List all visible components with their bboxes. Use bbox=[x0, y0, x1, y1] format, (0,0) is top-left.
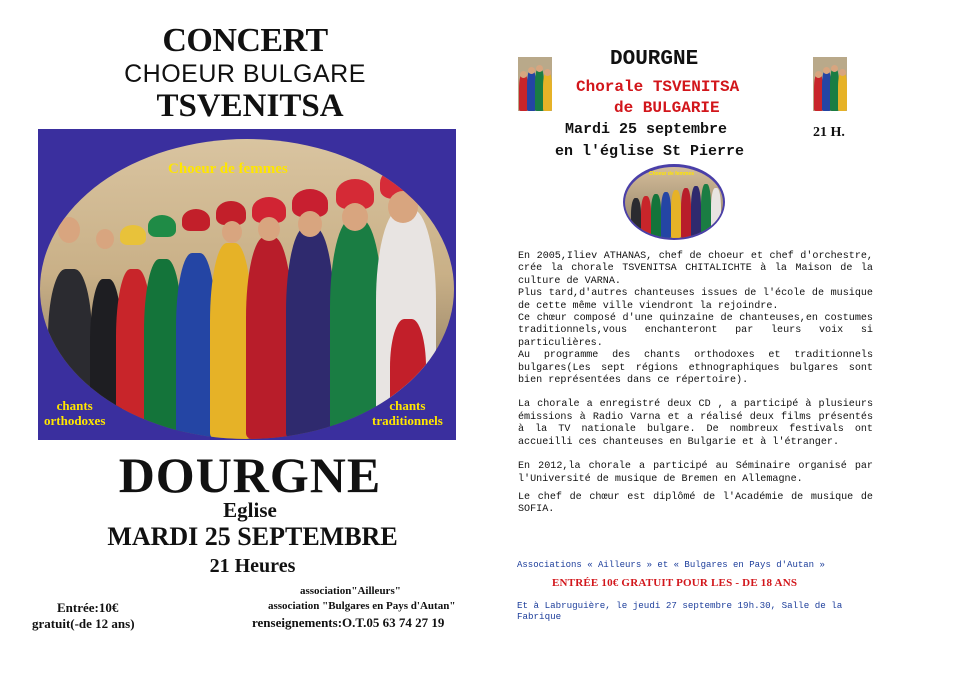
choir-photo bbox=[38, 129, 456, 440]
concert-heading: CONCERT bbox=[162, 22, 328, 59]
paragraph: Ce chœur composé d'une quinzaine de chanteuses,en costumes traditionnels,vous enchanteront par leurs voix si particulières. bbox=[518, 313, 873, 349]
choeur-bulgare-heading: CHOEUR BULGARE bbox=[124, 60, 366, 88]
paragraph: Le chef de chœur est diplômé de l'Académie de musique de SOFIA. bbox=[518, 491, 873, 516]
choir-small-photo bbox=[623, 164, 725, 240]
chorale-country: de BULGARIE bbox=[614, 99, 720, 117]
eglise-text: Eglise bbox=[223, 498, 277, 522]
small-photo-label: Choeur de femmes bbox=[649, 171, 695, 177]
tsvenitsa-heading: TSVENITSA bbox=[156, 88, 344, 124]
free-entry-note: gratuit(-de 12 ans) bbox=[32, 616, 135, 631]
left-poster bbox=[0, 0, 480, 678]
entry-price: Entrée:10€ bbox=[57, 600, 119, 615]
right-concert-time: 21 H. bbox=[813, 125, 845, 140]
paragraph: La chorale a enregistré deux CD , a participé à plusieurs émissions à Radio Varna et a réalisé deux films présentés à la TV nationale bulgare. De nombreux festivals ont accueilli ces chanteuses en Bulgarie et à l'étranger. bbox=[518, 399, 873, 448]
paragraph: Au programme des chants orthodoxes et traditionnels bulgares(Les sept régions ethnographiques bulgares sont bien représentées dans ce répertoire). bbox=[518, 350, 873, 387]
association-ailleurs: association"Ailleurs" bbox=[300, 585, 401, 597]
info-phone: renseignements:O.T.05 63 74 27 19 bbox=[252, 615, 445, 630]
choir-thumbnail-right bbox=[813, 57, 847, 111]
chorale-name: Chorale TSVENITSA bbox=[576, 78, 740, 96]
right-dourgne-title: DOURGNE bbox=[610, 48, 699, 71]
association-bulgares: association "Bulgares en Pays d'Autan" bbox=[268, 600, 456, 612]
concert-time: 21 Heures bbox=[209, 555, 296, 577]
dourgne-title: DOURGNE bbox=[118, 447, 382, 503]
photo-label-orthodoxes: chants orthodoxes bbox=[44, 398, 106, 428]
labruguiere-concert-note: Et à Labruguière, le jeudi 27 septembre 19h.30, Salle de la Fabrique bbox=[517, 600, 843, 622]
right-concert-venue: en l'église St Pierre bbox=[555, 143, 745, 160]
choir-photo-oval bbox=[40, 139, 454, 439]
photo-label-femmes: Choeur de femmes bbox=[168, 161, 288, 177]
paragraph: En 2012,la chorale a participé au Séminaire organisé par l'Université de musique de Bremen en Allemagne. bbox=[518, 461, 873, 485]
right-concert-date: Mardi 25 septembre bbox=[565, 121, 728, 138]
right-entry-price: ENTRÉE 10€ GRATUIT POUR LES - DE 18 ANS bbox=[552, 577, 798, 589]
organizer-associations: Associations « Ailleurs » et « Bulgares en Pays d'Autan » bbox=[517, 560, 825, 570]
choir-thumbnail-left bbox=[518, 57, 552, 111]
choir-description bbox=[518, 251, 873, 517]
paragraph: Plus tard,d'autres chanteuses issues de l'école de musique de cette même ville viendront la rejoindre. bbox=[518, 288, 873, 312]
concert-date: MARDI 25 SEPTEMBRE bbox=[107, 522, 398, 551]
paragraph: En 2005,Iliev ATHANAS, chef de choeur et chef d'orchestre, crée la chorale TSVENITSA CHITALICHTE à la Maison de la culture de VARNA. bbox=[518, 251, 873, 287]
photo-label-traditionnels: chants traditionnels bbox=[372, 398, 443, 428]
